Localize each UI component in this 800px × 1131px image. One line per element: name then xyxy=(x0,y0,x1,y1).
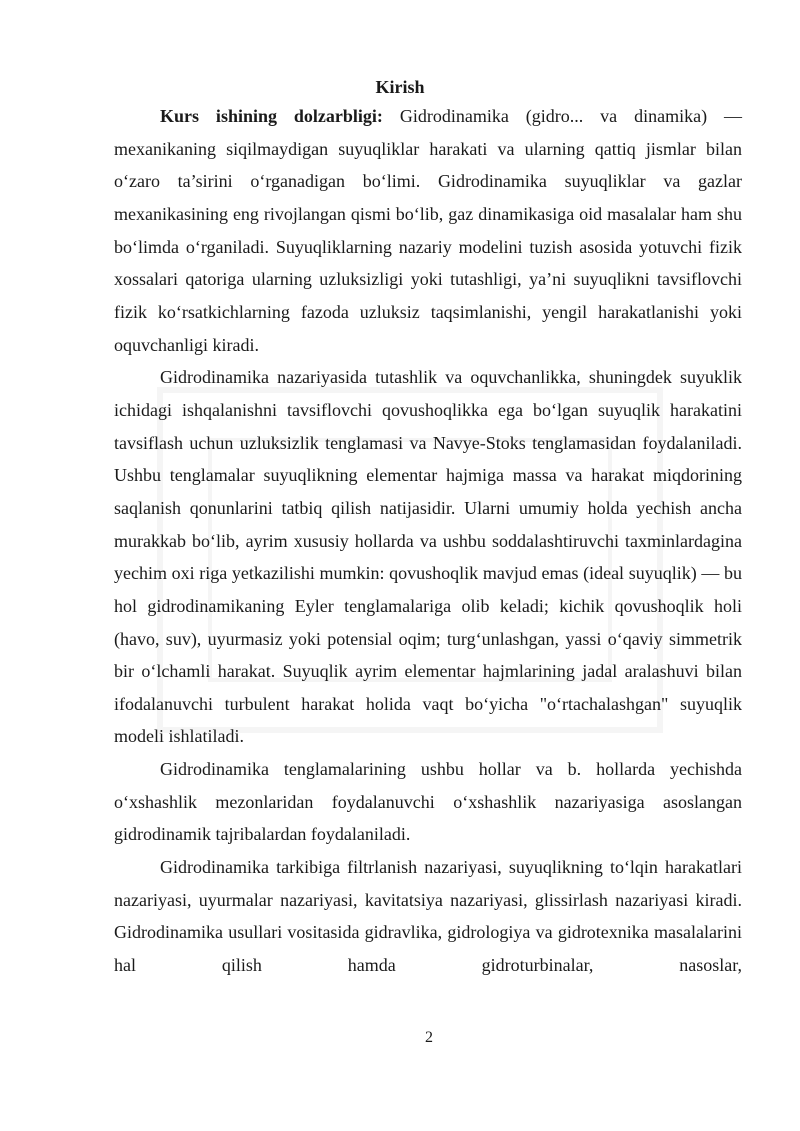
paragraph-2 xyxy=(114,361,742,753)
paragraph-text: Gidrodinamika tarkibiga filtrlanish nazariyasi, suyuqlikning to‘lqin harakatlari nazariyasi, uyurmalar nazariyasi, kavitatsiya nazariyasi, glissirlash nazariyasi kiradi. Gidrodinamika usullari vositasida gidravlika, gidrologiya va gidrotexnika masalalarini hal qilish hamda gidroturbinalar, nasoslar, xyxy=(114,857,742,976)
paragraph-3 xyxy=(114,753,742,851)
paragraph-text: Gidrodinamika nazariyasida tutashlik va oquvchanlikka, shuningdek suyuklik ichidagi ishqalanishni tavsiflovchi qovushoqlikka ega bo‘lgan suyuqlik harakatini tavsiflash uchun uzluksizlik tenglamasi va Navye-Stoks tenglamasidan foydalaniladi. Ushbu tenglamalar suyuqlikning elementar hajmiga massa va harakat miqdorining saqlanish qonunlarini tatbiq qilish natijasidir. Ularni umumiy holda yechish ancha murakkab bo‘lib, ayrim xususiy hollarda va ushbu soddalashtiruvchi taxminlardagina yechim oxi riga yetkazilishi mumkin: qovushoqlik mavjud emas (ideal suyuqlik) — bu hol gidrodinamikaning Eyler tenglamalariga olib keladi; kichik qovushoqlik holi (havo, suv), uyurmasiz yoki potensial oqim; turg‘unlashgan, yassi o‘qaviy simmetrik bir o‘lchamli harakat. Suyuqlik ayrim elementar hajmlarining jadal aralashuvi bilan ifodalanuvchi turbulent harakat holida vaqt bo‘yicha "o‘rtachalashgan" suyuqlik modeli ishlatiladi. xyxy=(114,367,742,747)
page-title: Kirish xyxy=(375,77,425,97)
paragraph-1 xyxy=(114,100,742,361)
document-body xyxy=(114,100,742,982)
paragraph-lead: Kurs ishining dolzarbligi: xyxy=(160,106,383,126)
page-number: 2 xyxy=(425,1029,433,1046)
paragraph-4 xyxy=(114,851,742,982)
paragraph-text: Gidrodinamika tenglamalarining ushbu hollar va b. hollarda yechishda o‘xshashlik mezonlaridan foydalanuvchi o‘xshashlik nazariyasiga asoslangan gidrodinamik tajribalardan foydalaniladi. xyxy=(114,759,742,845)
paragraph-text: Gidrodinamika (gidro... va dinamika) — mexanikaning siqilmaydigan suyuqliklar harakati va ularning qattiq jismlar bilan o‘zaro ta’sirini o‘rganadigan bo‘limi. Gidrodinamika suyuqliklar va gazlar mexanikasining eng rivojlangan qismi bo‘lib, gaz dinamikasiga oid masalalar ham shu bo‘limda o‘rganiladi. Suyuqliklarning nazariy modelini tuzish asosida yotuvchi fizik xossalari qatoriga ularning uzluksizligi yoki tutashligi, ya’ni suyuqlikni tavsiflovchi fizik ko‘rsatkichlarning fazoda uzluksiz taqsimlanishi, yengil harakatlanishi yoki oquvchanligi kiradi. xyxy=(114,106,742,355)
